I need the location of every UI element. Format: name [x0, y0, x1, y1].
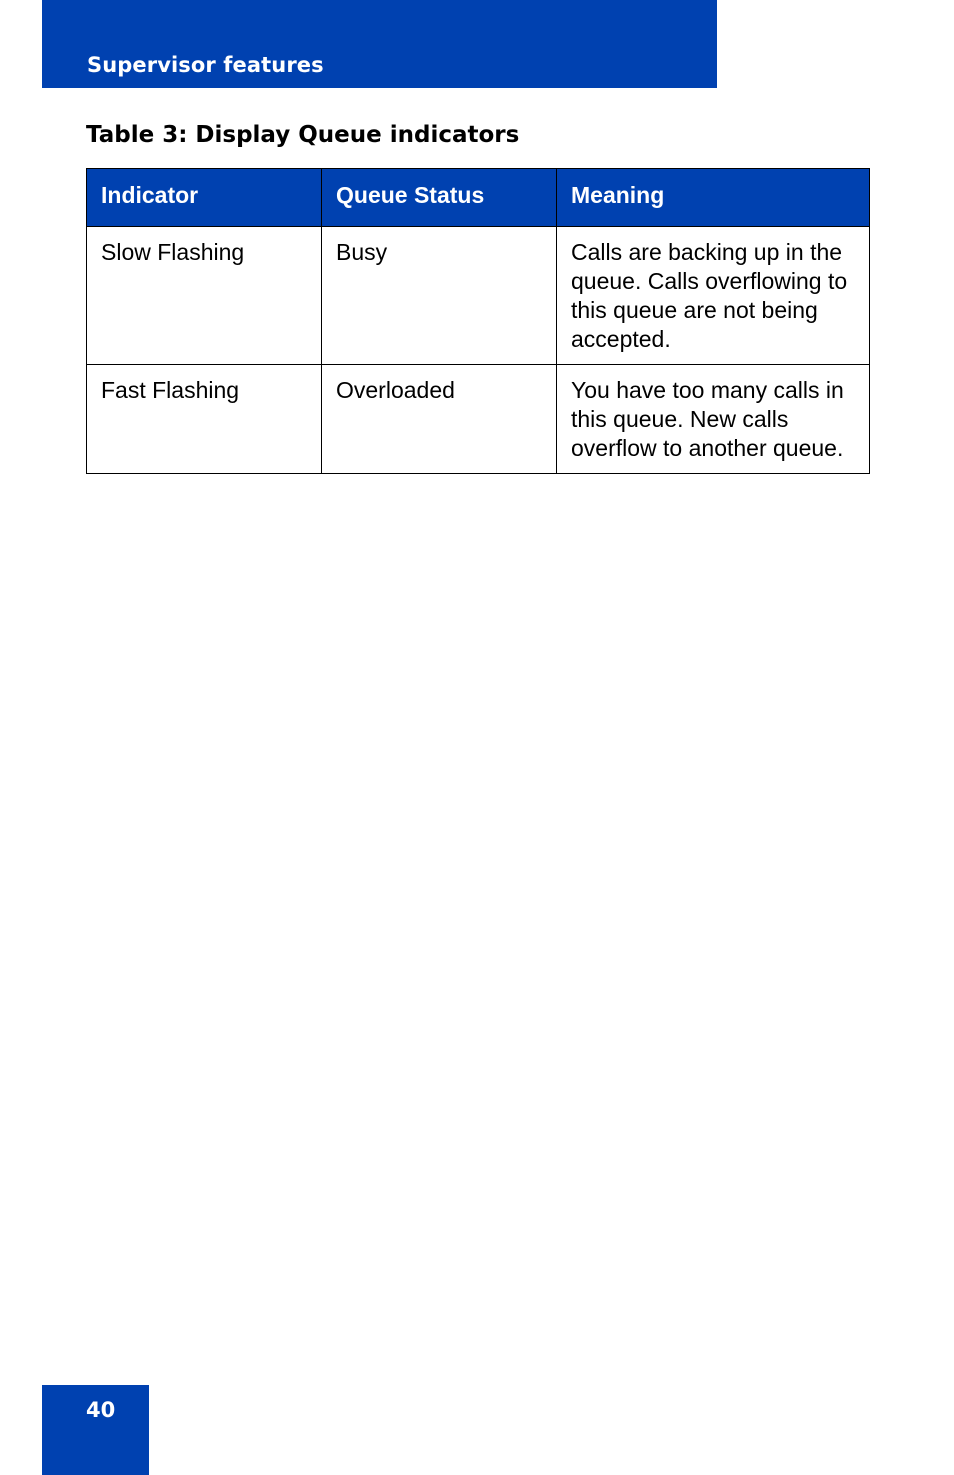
table-row — [87, 227, 870, 365]
cell-queue-status: Busy — [322, 227, 557, 365]
column-header-indicator: Indicator — [87, 169, 322, 227]
page-number-tab — [42, 1385, 149, 1475]
column-header-meaning: Meaning — [557, 169, 870, 227]
column-header-queue-status: Queue Status — [322, 169, 557, 227]
cell-indicator: Fast Flashing — [87, 365, 322, 474]
page-number: 40 — [86, 1398, 116, 1422]
table-header-row — [87, 169, 870, 227]
cell-queue-status: Overloaded — [322, 365, 557, 474]
table-caption: Table 3: Display Queue indicators — [86, 122, 520, 148]
queue-indicators-table — [86, 168, 870, 474]
table-row — [87, 365, 870, 474]
section-title: Supervisor features — [87, 53, 324, 77]
header-band — [42, 0, 717, 88]
cell-indicator: Slow Flashing — [87, 227, 322, 365]
cell-meaning: Calls are backing up in the queue. Calls overflowing to this queue are not being accepted. — [557, 227, 870, 365]
cell-meaning: You have too many calls in this queue. New calls overflow to another queue. — [557, 365, 870, 474]
